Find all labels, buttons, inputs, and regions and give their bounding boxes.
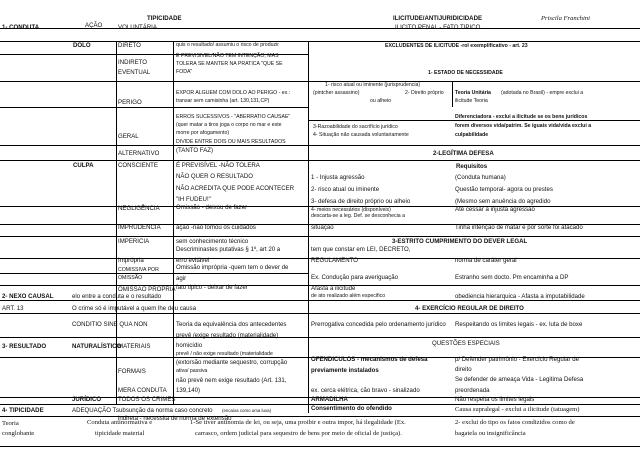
line xyxy=(0,236,640,237)
impericia-desc: sem conhecimento técnico xyxy=(176,238,249,245)
condicio-label: CONDITIO SINE QUA NON xyxy=(72,321,148,328)
conglobante-label: conglobante xyxy=(2,430,35,437)
conduta-antinormativa: Conduta antinormativa e xyxy=(87,419,153,426)
erd-desc: Respeitando os limites legais - ex. luta de boxe xyxy=(455,321,583,328)
ld-requisito-desc: (Mesmo sem anuência do agredido xyxy=(455,198,551,205)
line xyxy=(173,41,174,404)
ecdl-item-desc: norma de caráter geral xyxy=(455,257,517,264)
alternativo-label: ALTERNATIVO xyxy=(118,150,160,157)
direto-label: DIRETO xyxy=(118,42,141,49)
diferenciadora-desc: forem diversos vida/patrim. Se iguais vida/vida exclui a xyxy=(455,123,592,129)
ld-requisito: 3- defesa de direito próprio ou alheio xyxy=(311,198,411,205)
art13-desc: O crime só é imputável a quem lhe deu causa xyxy=(72,305,196,312)
conduta-heading: 1- CONDUTA xyxy=(2,24,40,31)
consciente-desc: "IH FUDEU!" xyxy=(176,196,211,203)
voluntaria-label: VOLUNTÁRIA xyxy=(118,24,157,31)
formais-desc: ativa/ passiva xyxy=(176,368,208,374)
consciente-desc: NÃO QUER O RESULTADO xyxy=(176,173,253,180)
ecdl-item-desc: Estranho sem docto. Pm encaminha a DP xyxy=(455,274,569,281)
ld-requisito-desc: Questão temporal- agora ou prestes xyxy=(455,186,553,193)
materiais-label: MATERIAIS xyxy=(118,343,151,350)
formais-desc: (extorsão mediante sequestro, corrupção xyxy=(176,359,288,366)
en-alheio: ou alheio xyxy=(370,98,392,104)
teoria-label: Teoria xyxy=(2,420,19,427)
consentimento-desc: Causa supralegal - exclui a ilicitude (tatuagem) xyxy=(455,406,580,413)
imprudencia-desc: ação -não tomou os cuidados xyxy=(176,224,256,231)
naturalistico-label: NATURALÍSTICO xyxy=(72,343,122,350)
indireto-label: INDIRETO xyxy=(118,59,148,66)
nexo-causal-heading: 2- NEXO CAUSAL xyxy=(2,293,54,300)
antinomia-desc: carrasco, ordem judicial para sequestro de bens por meio de oficial de justiça). xyxy=(195,430,402,437)
bagatela-desc: 2- exclui do tipo os fatos condizidos como de xyxy=(455,419,575,426)
perigo-desc: EXPOR ALGUEM COM DOLO AO PERIGO - ex.: xyxy=(176,90,291,96)
nexo-causal-desc: elo entre a conduta e o resultado xyxy=(72,293,162,300)
negligencia-label: NEGLIGÊNCIA xyxy=(118,205,160,212)
en-situacao: 4- Situação não causada voluntariamente xyxy=(313,132,409,138)
eventual-desc: FODA" xyxy=(176,69,193,75)
ofendiculos-desc: direito xyxy=(455,366,472,373)
consciente-desc: É PREVISÍVEL -NÃO TOLERA xyxy=(176,162,260,169)
ld-overlap-note: descarta-se a leg. Def. se desconhecia a xyxy=(311,213,406,219)
questoes-especiais-title: QUESTÕES ESPECIAIS xyxy=(432,340,500,347)
estado-necessidade-title: 1- ESTADO DE NECESSIDADE xyxy=(428,70,503,76)
diferenciadora-desc: culpabilidade xyxy=(455,132,489,138)
condicio-desc: Teoria da equivalência dos antecedentes xyxy=(176,321,287,328)
ilicito-penal-label: ILICITO PENAL - FATO TIPICO xyxy=(395,24,481,31)
comissiva-desc: agir xyxy=(176,275,187,282)
omissao-propria-label: OMISSÃO PRÓPRIA xyxy=(118,286,176,293)
imprudencia-label: IMPRUDENCIA xyxy=(118,224,161,231)
teoria-unitaria-label: Teoria Unitária xyxy=(455,90,491,96)
eventual-label: EVENTUAL xyxy=(118,69,151,76)
ld-situacao: situação xyxy=(311,224,334,231)
line xyxy=(308,41,309,413)
line xyxy=(0,81,640,82)
omissao-propria-desc: fato tipico - deixar de fazer xyxy=(176,284,248,291)
formais-desc: prevê / não exige resultado (materialidade xyxy=(176,351,273,357)
impericia-label: IMPERICIA xyxy=(118,238,150,245)
geral-desc: morre por afogamento) xyxy=(176,130,230,136)
armadilha-label: ARMADILHA xyxy=(311,396,348,403)
juridico-desc: TODOS OS CRIMES xyxy=(118,396,176,403)
impropria-desc: erro evitável xyxy=(176,257,210,264)
ld-requisito-desc: Até cessar a injusta agressão xyxy=(455,206,535,213)
impropria-desc: Descriminastes putativas § 1º, art 20 a xyxy=(176,246,281,253)
teoria-unitaria-desc: (adotada no Brasil) - empre exclui a xyxy=(501,90,584,96)
erd-desc: Prerrogativa concedida pelo ordenamento jurídico xyxy=(311,321,446,328)
materiais-desc: prevê /exige resultado (materialidade) xyxy=(176,332,279,339)
ecdl-item: REGULAMENTO xyxy=(311,257,358,264)
antinomia-desc: 1-Se tiver antinomia de lei, ou seja, uma proibir e outra impor, há ilegalidade (Ex. xyxy=(190,419,406,426)
mera-conduta-desc: 139,140) xyxy=(176,387,201,394)
art13-label: ART. 13 xyxy=(2,305,24,312)
mera-conduta-label: MERA CONDUTA xyxy=(118,387,167,394)
tipicidade-material: tipicidade material xyxy=(95,430,145,437)
ofendiculos-desc: Se defender de ameaça Vida - Legitima Defesa xyxy=(455,376,584,383)
ecdl-item-desc: obediencia hierarquica - Afasta a imputabilidade xyxy=(455,293,585,300)
line xyxy=(0,446,640,447)
tipicidade-heading: 4- TIPICIDADE xyxy=(2,407,44,414)
ecdl-item: de ato realizado além especifico xyxy=(311,293,386,299)
comissiva-label: OMISSÃO xyxy=(118,275,143,281)
geral-desc: ERROS SUCESSIVOS - "ABERRATIO CAUSAE" xyxy=(176,114,291,120)
ecdl-item: Afasta a ilicitude xyxy=(311,285,356,292)
diferenciadora-desc: Diferenciadora - exclui a ilicitude se os bens jurídicos xyxy=(455,114,588,120)
perigo-desc: transar sem camisinha (art. 130,131,CP) xyxy=(176,98,270,104)
alternativo-desc: (TANTO FAZ) xyxy=(176,147,214,154)
en-direito: 2- Direito próprio xyxy=(405,90,444,96)
geral-label: GERAL xyxy=(118,133,139,140)
ld-requisito-desc: (Conduta humana) xyxy=(455,174,506,181)
resultado-heading: 3- RESULTADO xyxy=(2,343,47,350)
consciente-desc: NÃO ACREDITA QUE PODE ACONTECER xyxy=(176,185,295,192)
negligencia-desc: Omissão - deixou de fazer xyxy=(176,204,248,211)
juridico-label: JURÍDICO xyxy=(72,396,102,403)
armadilha-desc: Não respeita os limites legais xyxy=(455,396,535,403)
ofendiculos-label: previamente instalados xyxy=(311,367,379,374)
ofendiculos-label: OFENDICULOS - mecanismos de defesa xyxy=(311,356,428,363)
indireta-desc: indireta - necessita de norma de extensão xyxy=(118,415,232,422)
ld-requisito: 1 - Injusta agressão xyxy=(311,174,365,181)
teoria-unitaria-desc: ilicitude Teoria xyxy=(455,98,488,104)
line xyxy=(452,81,453,107)
ofendiculos-example: ex. cerca elétrica, cão bravo - sinalizado xyxy=(311,387,420,394)
line xyxy=(0,107,308,108)
excludentes-title: EXCLUDENTES DE ILICITUDE -rol exemplificativo - art. 23 xyxy=(385,43,528,49)
impropria-label: Imprópria xyxy=(118,257,144,264)
ld-requisito: 4- meios necessários (disponíveis) xyxy=(311,207,391,213)
direto-desc: quis o resultado/ assumiu o risco de produzir xyxy=(176,42,279,48)
materiais-desc: homicídio xyxy=(176,342,203,349)
adequacao-small: (encaixa como uma luva) xyxy=(222,408,272,413)
comissiva-desc: Omissão imprópria -quem tem o dever de xyxy=(176,264,289,271)
ecdl-item: tem que constar em LEI, DECRETO, xyxy=(311,246,411,253)
ofendiculos-desc: preordenada xyxy=(455,387,490,394)
line xyxy=(0,160,640,161)
adequacao-label: ADEQUAÇÃO T. xyxy=(72,407,118,414)
legitima-defesa-title: 2-LEGÍTIMA DEFESA xyxy=(433,150,494,157)
ld-requisito: 2- risco atual ou iminente xyxy=(311,186,380,193)
en-pintcher: (pintcher assassino) xyxy=(313,90,360,96)
adequacao-desc: subsunção da norma caso concreto xyxy=(116,407,213,414)
ilicitude-title: ILICITUDE/ANTIJURIDICIDADE xyxy=(393,15,483,22)
comissiva-label: COMISSIVA POR xyxy=(118,267,159,273)
line xyxy=(0,41,640,42)
line xyxy=(0,416,640,417)
consentimento-label: Consentimento do ofendido xyxy=(311,405,392,412)
formais-label: FORMAIS xyxy=(118,368,146,375)
ecdl-title: 3-ESTRITO CUMPRIMENTO DO DEVER LEGAL xyxy=(392,238,528,245)
dolo-label: DOLO xyxy=(73,42,91,49)
ld-tinha-intencao: Tinha intenção de matar e por sorte foi atacado xyxy=(455,224,583,231)
tipicidade-title: TIPICIDADE xyxy=(147,15,182,22)
author-name: Priscila Franchini xyxy=(541,15,590,22)
eventual-desc: TOLERA SE MANTER NA PRATICA "QUE SE xyxy=(176,61,283,67)
line xyxy=(0,145,640,146)
eventual-desc: É PREVISIVEL/NÃO TEM INTENÇÃO, MAS xyxy=(176,53,279,59)
geral-desc: (quer matar a tiros joga o corpo no mar e este xyxy=(176,122,282,128)
bagatela-desc: bagatela ou insignificância xyxy=(455,430,526,437)
line xyxy=(0,337,640,338)
ecdl-item: Ex. Condução para averiguação xyxy=(311,274,399,281)
en-razoabilidade: 3-Razoabilidade do sacrifício jurídico xyxy=(313,124,398,130)
culpa-label: CULPA xyxy=(73,162,94,169)
mera-conduta-desc: não prevê nem exige resultado (Art. 131, xyxy=(176,377,287,384)
requisitos-label: Requisitos xyxy=(456,163,488,170)
ofendiculos-desc: p/ Defender patrimônio - Exercício Regular de xyxy=(455,356,579,363)
en-risco: 1- risco atual ou iminente (jurisprudencia) xyxy=(325,82,421,88)
geral-desc: DIVIDE ENTRE DOIS OU MAIS RESULTADOS xyxy=(176,139,286,145)
acao-label: AÇÃO xyxy=(85,22,103,29)
line xyxy=(0,313,640,314)
erd-title: 4- EXERCÍCIO REGULAR DE DIREITO xyxy=(415,305,524,312)
perigo-label: PERIGO xyxy=(118,99,142,106)
consciente-label: CONSCIENTE xyxy=(118,162,158,169)
